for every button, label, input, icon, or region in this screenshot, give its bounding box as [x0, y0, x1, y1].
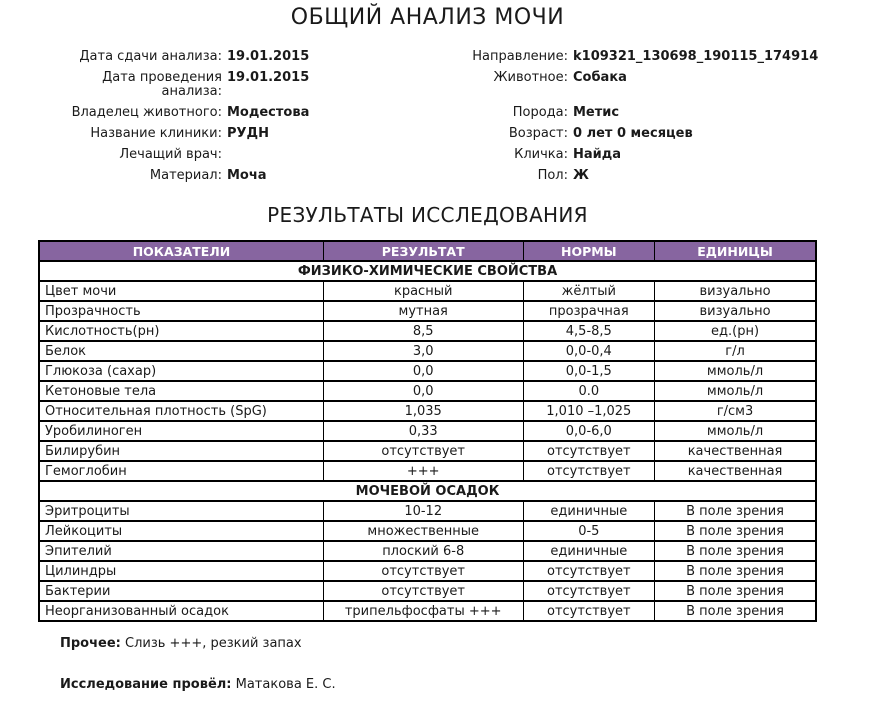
other-value: Слизь +++, резкий запах — [125, 636, 302, 651]
result-cell: +++ — [323, 461, 523, 481]
table-row — [39, 541, 816, 561]
unit-cell: визуально — [655, 281, 816, 301]
norm-cell: прозрачная — [523, 301, 655, 321]
norm-cell: единичные — [523, 541, 655, 561]
param-cell: Гемоглобин — [39, 461, 323, 481]
result-cell: плоский 6-8 — [323, 541, 523, 561]
table-row — [39, 421, 816, 441]
info-grid — [38, 50, 817, 183]
norm-cell: 0,0-1,5 — [523, 361, 655, 381]
info-label: Направление: — [472, 49, 568, 64]
norm-cell: отсутствует — [523, 581, 655, 601]
table-row — [39, 521, 816, 541]
unit-cell: В поле зрения — [655, 581, 816, 601]
table-row — [39, 601, 816, 621]
result-cell: 0,33 — [323, 421, 523, 441]
examiner-label: Исследование провёл: — [60, 677, 232, 692]
result-cell: красный — [323, 281, 523, 301]
info-value: 19.01.2015 — [227, 49, 310, 64]
result-cell: отсутствует — [323, 441, 523, 461]
info-label: Лечащий врач: — [119, 147, 222, 162]
column-header: РЕЗУЛЬТАТ — [323, 241, 523, 261]
param-cell: Кислотность(рн) — [39, 321, 323, 341]
result-cell: отсутствует — [323, 561, 523, 581]
section-row — [39, 481, 816, 501]
other-label: Прочее: — [60, 636, 121, 651]
unit-cell: г/л — [655, 341, 816, 361]
norm-cell: 0.0 — [523, 381, 655, 401]
param-cell: Прозрачность — [39, 301, 323, 321]
info-value: РУДН — [227, 126, 270, 141]
param-cell: Лейкоциты — [39, 521, 323, 541]
param-cell: Цилиндры — [39, 561, 323, 581]
info-value — [222, 148, 464, 162]
result-cell: 3,0 — [323, 341, 523, 361]
column-header: НОРМЫ — [523, 241, 655, 261]
param-cell: Билирубин — [39, 441, 323, 461]
info-label: Порода: — [512, 105, 568, 120]
info-label: Материал: — [149, 168, 222, 183]
norm-cell: 1,010 –1,025 — [523, 401, 655, 421]
result-cell: 10-12 — [323, 501, 523, 521]
info-value: 19.01.2015 — [227, 70, 310, 85]
norm-cell: отсутствует — [523, 601, 655, 621]
unit-cell: качественная — [655, 461, 816, 481]
table-row — [39, 501, 816, 521]
norm-cell: единичные — [523, 501, 655, 521]
table-row — [39, 321, 816, 341]
info-value: Ж — [573, 168, 589, 183]
info-value: Модестова — [227, 105, 310, 120]
unit-cell: визуально — [655, 301, 816, 321]
info-label: Животное: — [493, 70, 568, 85]
param-cell: Неорганизованный осадок — [39, 601, 323, 621]
unit-cell: ммоль/л — [655, 361, 816, 381]
info-value: Метис — [573, 105, 620, 120]
info-label: Возраст: — [508, 126, 568, 141]
info-label: Дата проведения анализа: — [102, 70, 222, 99]
unit-cell: ммоль/л — [655, 421, 816, 441]
table-row — [39, 381, 816, 401]
param-cell: Кетоновые тела — [39, 381, 323, 401]
result-cell: 8,5 — [323, 321, 523, 341]
unit-cell: ед.(рн) — [655, 321, 816, 341]
section-title: ФИЗИКО-ХИМИЧЕСКИЕ СВОЙСТВА — [39, 261, 816, 281]
table-body — [39, 261, 816, 621]
norm-cell: 4,5-8,5 — [523, 321, 655, 341]
results-table — [38, 240, 817, 622]
norm-cell: отсутствует — [523, 561, 655, 581]
table-row — [39, 441, 816, 461]
table-header-row — [39, 241, 816, 261]
norm-cell: отсутствует — [523, 461, 655, 481]
table-row — [39, 461, 816, 481]
section-title: МОЧЕВОЙ ОСАДОК — [39, 481, 816, 501]
table-row — [39, 561, 816, 581]
param-cell: Эпителий — [39, 541, 323, 561]
section-row — [39, 261, 816, 281]
unit-cell: В поле зрения — [655, 541, 816, 561]
result-cell: множественные — [323, 521, 523, 541]
norm-cell: 0,0-6,0 — [523, 421, 655, 441]
norm-cell: 0,0-0,4 — [523, 341, 655, 361]
examiner-value: Матакова Е. С. — [235, 677, 336, 692]
table-row — [39, 401, 816, 421]
info-label: Пол: — [537, 168, 568, 183]
param-cell: Эритроциты — [39, 501, 323, 521]
unit-cell: В поле зрения — [655, 501, 816, 521]
info-label: Дата сдачи анализа: — [79, 49, 222, 64]
report-page — [38, 4, 817, 692]
unit-cell: В поле зрения — [655, 601, 816, 621]
results-subtitle: РЕЗУЛЬТАТЫ ИССЛЕДОВАНИЯ — [267, 203, 588, 227]
page-title: ОБЩИЙ АНАЛИЗ МОЧИ — [290, 5, 565, 30]
unit-cell: качественная — [655, 441, 816, 461]
info-value: Моча — [227, 168, 267, 183]
result-cell: мутная — [323, 301, 523, 321]
info-label: Владелец животного: — [71, 105, 222, 120]
result-cell: 1,035 — [323, 401, 523, 421]
table-row — [39, 581, 816, 601]
result-cell: отсутствует — [323, 581, 523, 601]
info-value: k109321_130698_190115_174914 — [573, 49, 819, 64]
param-cell: Цвет мочи — [39, 281, 323, 301]
table-row — [39, 341, 816, 361]
result-cell: 0,0 — [323, 361, 523, 381]
column-header: ПОКАЗАТЕЛИ — [39, 241, 323, 261]
norm-cell: отсутствует — [523, 441, 655, 461]
unit-cell: В поле зрения — [655, 521, 816, 541]
param-cell: Глюкоза (сахар) — [39, 361, 323, 381]
result-cell: 0,0 — [323, 381, 523, 401]
info-value: 0 лет 0 месяцев — [573, 126, 693, 141]
info-label: Кличка: — [514, 147, 568, 162]
norm-cell: жёлтый — [523, 281, 655, 301]
table-row — [39, 301, 816, 321]
info-value: Собака — [573, 70, 627, 85]
unit-cell: В поле зрения — [655, 561, 816, 581]
table-row — [39, 361, 816, 381]
column-header: ЕДИНИЦЫ — [655, 241, 816, 261]
unit-cell: ммоль/л — [655, 381, 816, 401]
param-cell: Уробилиноген — [39, 421, 323, 441]
param-cell: Бактерии — [39, 581, 323, 601]
norm-cell: 0-5 — [523, 521, 655, 541]
param-cell: Относительная плотность (SpG) — [39, 401, 323, 421]
info-label: Название клиники: — [90, 126, 222, 141]
footer-other — [38, 636, 817, 651]
info-value: Найда — [573, 147, 622, 162]
table-row — [39, 281, 816, 301]
footer-examiner — [38, 677, 817, 692]
unit-cell: г/см3 — [655, 401, 816, 421]
result-cell: трипельфосфаты +++ — [323, 601, 523, 621]
param-cell: Белок — [39, 341, 323, 361]
